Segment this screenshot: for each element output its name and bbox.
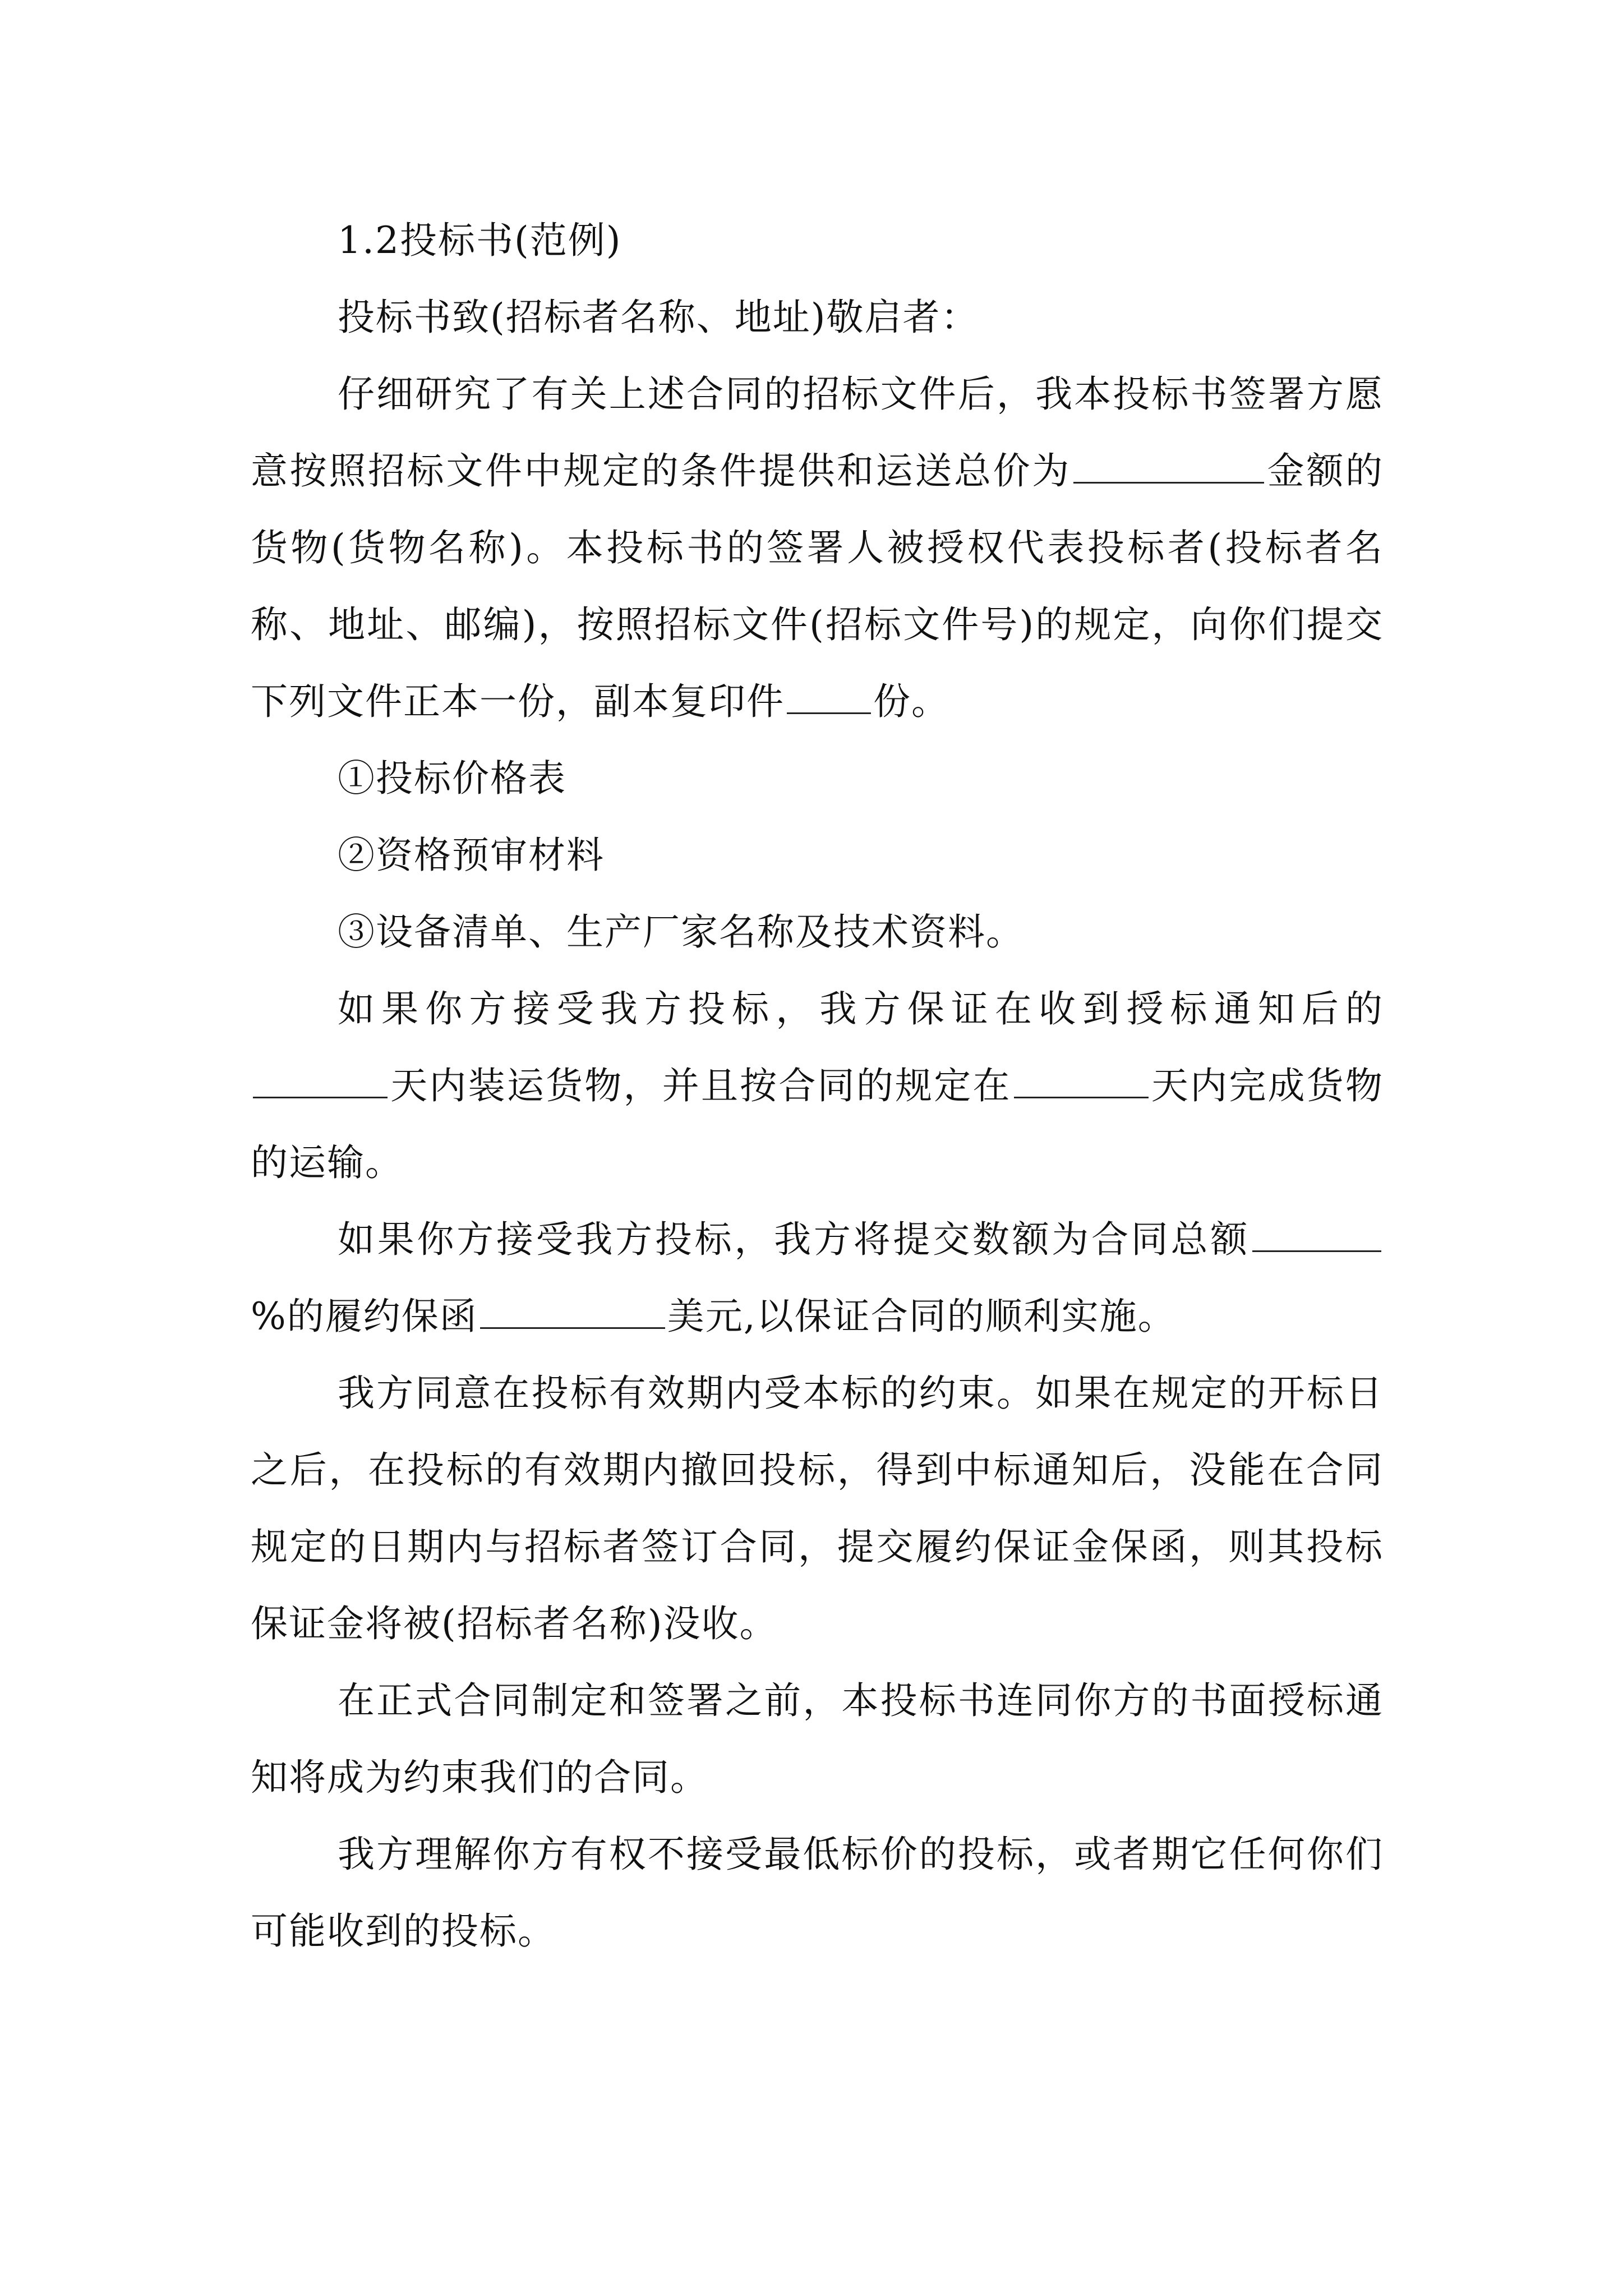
paragraph-bond-text-3: 美元,以保证合同的顺利实施。 (667, 1295, 1176, 1338)
shipping-days-blank (253, 1063, 388, 1098)
paragraph-rights: 我方理解你方有权不接受最低标价的投标，或者期它任何你们可能收到的投标。 (251, 1833, 1384, 1953)
paragraph-delivery (251, 970, 1384, 1201)
paragraph-performance-bond (251, 1201, 1384, 1355)
list-item-qualification: ②资格预审材料 (338, 834, 605, 877)
document-body (251, 202, 1384, 1970)
paragraph-validity: 我方同意在投标有效期内受本标的约束。如果在规定的开标日之后，在投标的有效期内撤回投标，得到中标通知后，没能在合同规定的日期内与招标者签订合同，提交履约保证金保函，则其投标保证金将被(招标者名称)没收。 (251, 1372, 1384, 1645)
list-item-equipment: ③设备清单、生产厂家名称及技术资料。 (338, 910, 1024, 954)
paragraph-offer-text-2: 金额的货物(货物名称)。本投标书的签署人被授权代表投标者(投标者名称、地址、邮编)，按照招标文件(招标文件号)的规定，向你们提交下列文件正本一份，副本复印件 (251, 449, 1384, 723)
paragraph-delivery-text-1: 如果你方接受我方投标，我方保证在收到授标通知后的 (338, 987, 1384, 1030)
paragraph-bond-text-1: 如果你方接受我方投标，我方将提交数额为合同总额 (338, 1218, 1250, 1261)
paragraph-bond-text-2: %的履约保函 (251, 1295, 478, 1338)
salutation: 投标书致(招标者名称、地址)敬启者： (338, 296, 979, 339)
transport-days-blank (1014, 1063, 1149, 1098)
total-price-blank (1073, 448, 1264, 484)
paragraph-offer-text-1: 仔细研究了有关上述合同的招标文件后，我本投标书签署方愿意按照招标文件中规定的条件提供和运送总价为 (251, 372, 1384, 493)
paragraph-offer-text-3: 份。 (873, 680, 949, 723)
copies-count-blank (787, 679, 871, 714)
paragraph-offer (251, 356, 1384, 740)
document-title: 1.2投标书(范例) (338, 219, 622, 262)
bond-amount-blank (480, 1294, 665, 1329)
paragraph-contract: 在正式合同制定和签署之前，本投标书连同你方的书面授标通知将成为约束我们的合同。 (251, 1679, 1384, 1799)
paragraph-delivery-text-2: 天内装运货物，并且按合同的规定在 (390, 1064, 1012, 1107)
list-item-price-table: ①投标价格表 (338, 757, 566, 800)
bond-percent-blank (1252, 1217, 1381, 1252)
paragraph-delivery-text-3: 天内完成货物的运输。 (251, 1064, 1384, 1184)
